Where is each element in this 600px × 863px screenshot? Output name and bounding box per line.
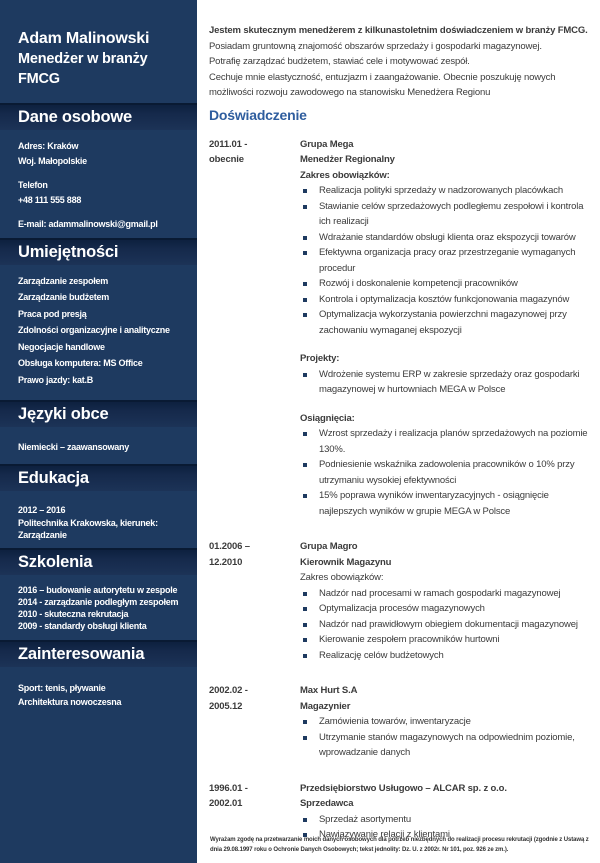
duties-label: Zakres obowiązków:: [300, 572, 384, 583]
job-period-to: 2005.12: [209, 700, 243, 712]
skill-item: Prawo jazdy: kat.B: [18, 374, 94, 385]
phone-label: Telefon: [18, 180, 48, 190]
bullet-square-icon: [303, 607, 307, 611]
job-period: [209, 781, 300, 843]
summary-line: Posiadam gruntowną znajomość obszarów sprzedaży i gospodarki magazynowej.: [209, 40, 542, 52]
phone-number: +48 111 555 888: [18, 194, 82, 205]
job-company: Grupa Mega: [300, 138, 354, 150]
duty-item: Wdrażanie standardów obsługi klienta oraz ekspozycji towarów: [300, 230, 592, 246]
job-details: [300, 539, 592, 663]
achievements-label: Osiągnięcia:: [300, 412, 355, 424]
job-period-to: 2002.01: [209, 798, 243, 809]
duty-item: Efektywna organizacja pracy oraz przestrzeganie wymaganych procedur: [300, 245, 592, 276]
job-period-to: obecnie: [209, 154, 244, 165]
duties-label: Zakres obowiązków:: [300, 169, 390, 181]
interest-item: Architektura nowoczesna: [18, 696, 122, 707]
job-period-from: 1996.01 -: [209, 782, 248, 794]
bullet-square-icon: [303, 818, 307, 822]
projects-list: [300, 367, 592, 398]
summary-line: Jestem skutecznym menedżerem z kilkunastoletnim doświadczeniem w branży FMCG.: [209, 25, 588, 36]
job-company: Przedsiębiorstwo Usługowo – ALCAR sp. z o.o.: [300, 782, 507, 794]
languages-list: [0, 427, 197, 464]
profile-summary: [209, 23, 592, 101]
job-details: [300, 683, 592, 761]
bullet-square-icon: [303, 251, 307, 255]
section-heading-education: Edukacja: [0, 464, 197, 491]
job-period-from: 2011.01 -: [209, 138, 248, 150]
section-heading-languages: Języki obce: [0, 400, 197, 427]
skill-item: Zdolności organizacyjne i analityczne: [18, 325, 170, 335]
skill-item: Obsługa komputera: MS Office: [18, 358, 143, 368]
skill-item: Zarządzanie budżetem: [18, 292, 110, 302]
job-entry: [209, 781, 592, 843]
bullet-square-icon: [303, 592, 307, 596]
bullet-square-icon: [303, 432, 307, 436]
gdpr-consent-note: Wyrażam zgodę na przetwarzanie moich danych osobowych dla potrzeb niezbędnych do realizacji procesu rekrutacji (zgodnie z Ustawą z dnia 29.08.1997 roku o Ochronie Danych Osobowych; tekst jednolity: Dz. U. z 2002r. Nr 101, poz. 926 ze zm.).: [210, 837, 589, 853]
achievements-list: [300, 426, 592, 519]
education-block: [0, 491, 197, 548]
job-role: Kierownik Magazynu: [300, 556, 392, 568]
duty-item: Rozwój i doskonalenie kompetencji pracowników: [300, 276, 592, 292]
training-item: 2009 - standardy obsługi klienta: [18, 620, 147, 631]
bullet-square-icon: [303, 313, 307, 317]
person-name: Adam Malinowski: [18, 30, 150, 47]
duty-item: Realizacja polityki sprzedaży w nadzorowanych placówkach: [300, 183, 592, 199]
bullet-square-icon: [303, 494, 307, 498]
bullet-square-icon: [303, 463, 307, 467]
language-item: Niemiecki – zaawansowany: [18, 442, 130, 452]
duty-item: Zamówienia towarów, inwentaryzacje: [300, 714, 592, 730]
experience-heading: Doświadczenie: [209, 106, 307, 123]
duties-list: [300, 183, 592, 338]
person-title: Menedżer w branży FMCG: [18, 51, 148, 87]
achievement-item: Wzrost sprzedaży i realizacja planów sprzedażowych na poziomie 130%.: [300, 426, 592, 457]
achievement-item: Podniesienie wskaźnika zadowolenia pracowników o 10% przy utrzymaniu wysokiej efektywności: [300, 457, 592, 488]
sidebar: [0, 0, 197, 863]
interest-item: Sport: tenis, pływanie: [18, 682, 106, 693]
section-heading-trainings: Szkolenia: [0, 548, 197, 575]
duty-item: Sprzedaż asortymentu: [300, 812, 592, 828]
bullet-square-icon: [303, 189, 307, 193]
skill-item: Negocjacje handlowe: [18, 341, 105, 352]
bullet-square-icon: [303, 373, 307, 377]
job-entry: [209, 137, 592, 520]
bullet-square-icon: [303, 623, 307, 627]
duty-item: Optymalizacja procesów magazynowych: [300, 601, 592, 617]
bullet-square-icon: [303, 282, 307, 286]
job-role: Magazynier: [300, 700, 351, 712]
spacer: [18, 168, 191, 178]
bullet-square-icon: [303, 205, 307, 209]
duty-item: Kontrola i optymalizacja kosztów funkcjonowania magazynów: [300, 292, 592, 308]
cv-main: [197, 0, 600, 863]
section-heading-personal: Dane osobowe: [0, 103, 197, 130]
section-heading-skills: Umiejętności: [0, 238, 197, 265]
training-item: 2010 - skuteczna rekrutacja: [18, 608, 129, 619]
education-school: Politechnika Krakowska, kierunek:: [18, 517, 158, 528]
personal-data-block: [0, 130, 197, 238]
skill-item: Zarządzanie zespołem: [18, 275, 109, 286]
email-line: E-mail: adammalinowski@gmail.pl: [18, 219, 158, 229]
bullet-square-icon: [303, 720, 307, 724]
job-entry: [209, 539, 592, 663]
duty-item: Nawiązywanie relacji z klientami: [300, 827, 592, 843]
job-role: Menedżer Regionalny: [300, 154, 395, 165]
job-company: Grupa Magro: [300, 541, 358, 552]
job-details: [300, 137, 592, 520]
duty-item: Optymalizacja wykorzystania powierzchni magazynowej przy zachowaniu wymaganej ekspozycji: [300, 307, 592, 338]
job-period: [209, 683, 300, 761]
job-entry: [209, 683, 592, 761]
section-heading-interests: Zainteresowania: [0, 640, 197, 667]
duty-item: Kierowanie zespołem pracowników hurtowni: [300, 632, 592, 648]
job-role: Sprzedawca: [300, 798, 354, 809]
summary-line: Potrafię zarządzać budżetem, stawiać cele i motywować zespół.: [209, 56, 470, 67]
duty-item: Nadzór nad prawidłowym obiegiem dokumentacji magazynowej: [300, 617, 592, 633]
identity-block: [0, 0, 197, 103]
bullet-square-icon: [303, 638, 307, 642]
bullet-square-icon: [303, 298, 307, 302]
projects-label: Projekty:: [300, 353, 340, 364]
spacer: [18, 207, 191, 217]
skill-item: Praca pod presją: [18, 308, 87, 319]
job-period-from: 2002.02 -: [209, 685, 248, 696]
bullet-square-icon: [303, 736, 307, 740]
duty-item: Utrzymanie stanów magazynowych na odpowiednim poziomie, wprowadzanie danych: [300, 730, 592, 761]
job-period: [209, 539, 300, 663]
duty-item: Stawianie celów sprzedażowych podległemu zespołowi i kontrola ich realizacji: [300, 199, 592, 230]
education-field: Zarządzanie: [18, 530, 67, 540]
job-period: [209, 137, 300, 520]
achievement-item: 15% poprawa wyników inwentaryzacyjnych - osiągnięcie najlepszych wyników w grupie MEGA w Polsce: [300, 488, 592, 519]
job-company: Max Hurt S.A: [300, 685, 358, 696]
interests-list: [0, 667, 197, 717]
bullet-square-icon: [303, 654, 307, 658]
job-period-from: 01.2006 –: [209, 541, 250, 552]
bullet-square-icon: [303, 236, 307, 240]
address-line: Woj. Małopolskie: [18, 155, 87, 166]
project-item: Wdrożenie systemu ERP w zakresie sprzedaży oraz gospodarki magazynowej w hurtowniach MEGA w Polsce: [300, 367, 592, 398]
trainings-list: [0, 575, 197, 640]
duties-list: [300, 714, 592, 761]
address-line: Adres: Kraków: [18, 141, 79, 151]
summary-line: Cechuje mnie elastyczność, entuzjazm i zaangażowanie. Obecnie poszukuję nowych możliwości rozwoju zawodowego na stanowisku Menedżera Regionu: [209, 71, 556, 98]
skills-list: [0, 265, 197, 401]
job-period-to: 12.2010: [209, 556, 243, 568]
experience-list: [209, 137, 592, 843]
duties-list: [300, 586, 592, 664]
job-details: [300, 781, 592, 843]
duty-item: Nadzór nad procesami w ramach gospodarki magazynowej: [300, 586, 592, 602]
education-period: 2012 – 2016: [18, 505, 66, 515]
duty-item: Realizację celów budżetowych: [300, 648, 592, 664]
training-item: 2014 - zarządzanie podległym zespołem: [18, 596, 179, 607]
training-item: 2016 – budowanie autorytetu w zespole: [18, 584, 178, 595]
